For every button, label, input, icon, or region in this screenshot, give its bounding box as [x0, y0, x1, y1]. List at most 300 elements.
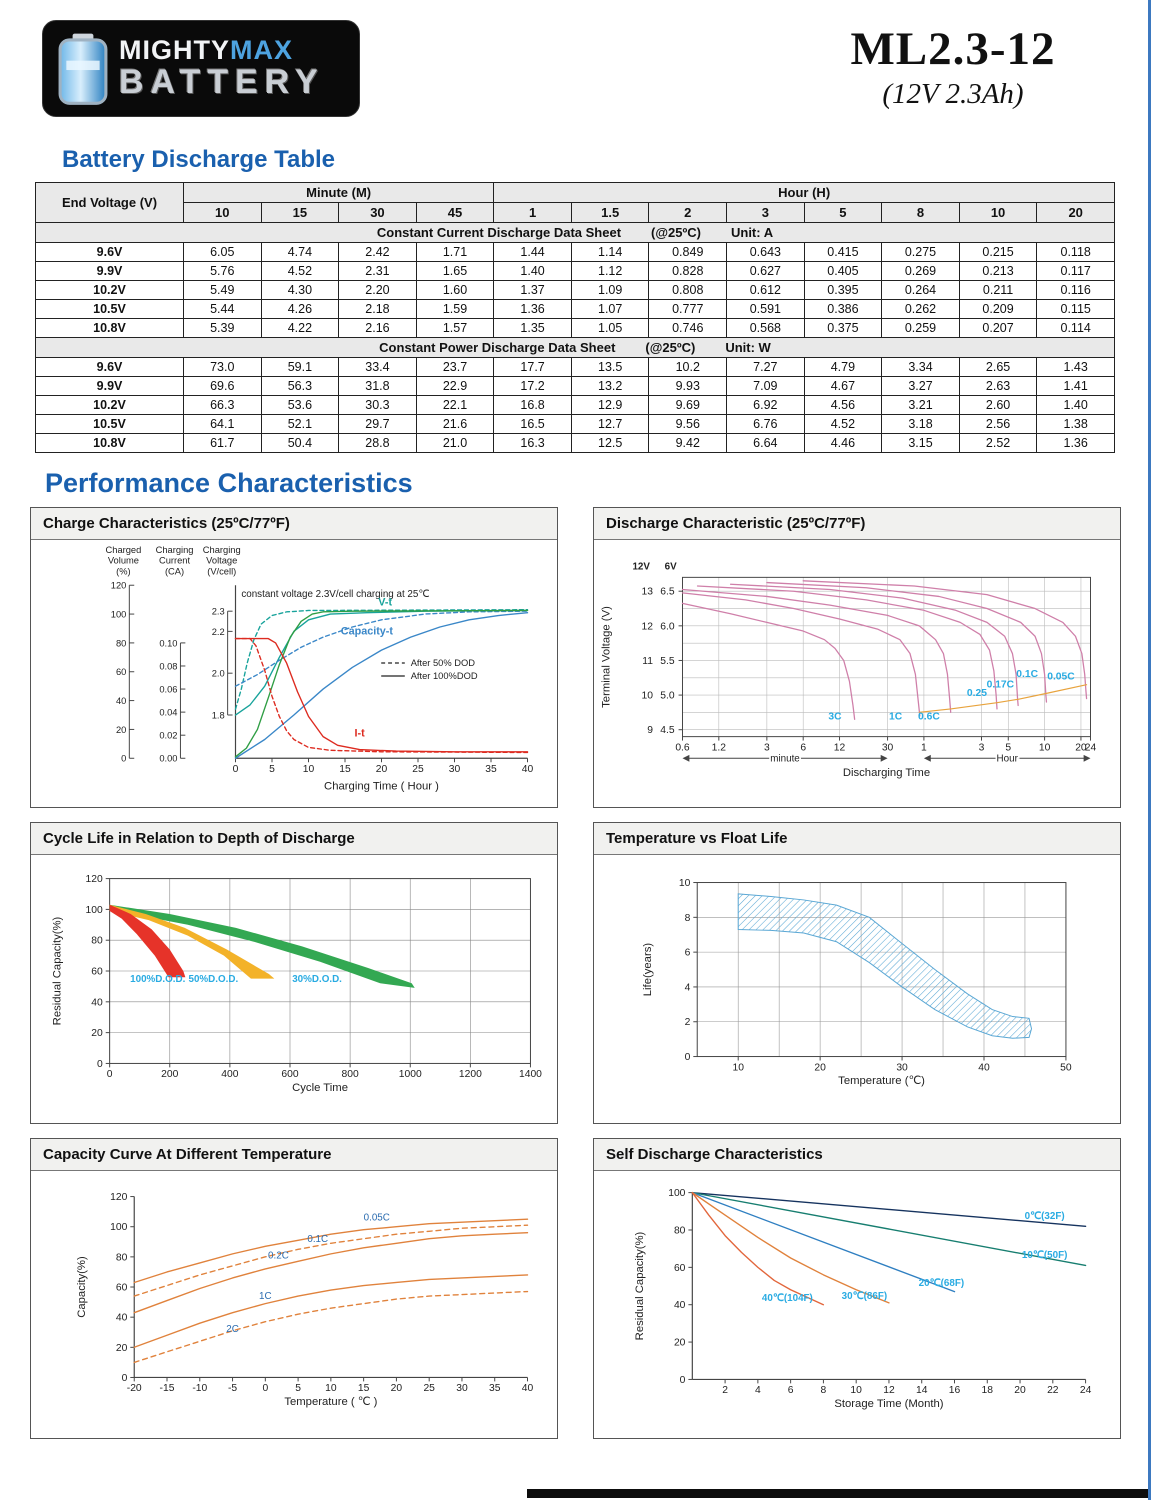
svg-text:10: 10: [1038, 742, 1051, 754]
svg-text:20: 20: [390, 1383, 403, 1395]
value-cell: 0.395: [804, 281, 882, 300]
discharge-characteristic-chart: [594, 540, 1120, 807]
value-cell: 12.9: [571, 396, 649, 415]
value-cell: 28.8: [339, 434, 417, 453]
svg-text:14: 14: [915, 1385, 928, 1397]
svg-text:40: 40: [91, 997, 103, 1009]
value-cell: 2.16: [339, 319, 417, 338]
svg-text:0: 0: [679, 1374, 686, 1386]
value-cell: 33.4: [339, 358, 417, 377]
value-cell: 1.36: [494, 300, 572, 319]
minute-group-header: Minute (M): [184, 183, 494, 203]
svg-text:6.0: 6.0: [660, 621, 675, 633]
value-cell: 56.3: [261, 377, 339, 396]
value-cell: 1.43: [1037, 358, 1115, 377]
value-cell: 9.93: [649, 377, 727, 396]
value-cell: 5.39: [184, 319, 262, 338]
value-cell: 66.3: [184, 396, 262, 415]
end-voltage-cell: 10.8V: [36, 319, 184, 338]
svg-text:0.10: 0.10: [159, 638, 178, 649]
svg-text:30%D.O.D.: 30%D.O.D.: [292, 974, 342, 986]
svg-text:80: 80: [115, 1252, 128, 1264]
battery-logo-icon: [57, 32, 109, 106]
value-cell: 0.211: [959, 281, 1037, 300]
panel-title: Temperature vs Float Life: [594, 823, 1120, 855]
value-cell: 50.4: [261, 434, 339, 453]
svg-text:6: 6: [800, 742, 807, 754]
value-cell: 9.69: [649, 396, 727, 415]
column-header: 2: [649, 203, 727, 223]
value-cell: 0.627: [727, 262, 805, 281]
value-cell: 53.6: [261, 396, 339, 415]
value-cell: 0.215: [959, 243, 1037, 262]
model-spec: (12V 2.3Ah): [882, 78, 1024, 110]
svg-text:4: 4: [684, 982, 691, 994]
svg-text:12: 12: [641, 621, 653, 633]
svg-text:22: 22: [1047, 1385, 1059, 1397]
svg-text:-5: -5: [227, 1383, 238, 1395]
value-cell: 0.808: [649, 281, 727, 300]
value-cell: 4.52: [261, 262, 339, 281]
svg-text:50: 50: [1060, 1062, 1072, 1074]
svg-text:100%D.O.D.: 100%D.O.D.: [130, 974, 186, 986]
panel-title: Discharge Characteristic (25ºC/77ºF): [594, 508, 1120, 540]
svg-text:Temperature ( ℃ ): Temperature ( ℃ ): [284, 1395, 378, 1408]
svg-text:20: 20: [115, 1342, 128, 1354]
svg-text:minute: minute: [770, 753, 800, 765]
column-header: 3: [727, 203, 805, 223]
column-header: 5: [804, 203, 882, 223]
table-section-header: [36, 338, 1115, 358]
value-cell: 4.22: [261, 319, 339, 338]
value-cell: 1.59: [416, 300, 494, 319]
svg-text:2: 2: [722, 1385, 728, 1397]
value-cell: 1.40: [494, 262, 572, 281]
value-cell: 1.14: [571, 243, 649, 262]
svg-text:10: 10: [641, 690, 653, 702]
svg-text:3: 3: [978, 742, 985, 754]
svg-text:80: 80: [91, 936, 103, 948]
svg-text:400: 400: [221, 1069, 239, 1081]
value-cell: 2.20: [339, 281, 417, 300]
performance-title: Performance Characteristics: [45, 468, 413, 498]
svg-text:0: 0: [121, 1372, 128, 1384]
value-cell: 16.3: [494, 434, 572, 453]
value-cell: 1.65: [416, 262, 494, 281]
value-cell: 1.36: [1037, 434, 1115, 453]
svg-text:40: 40: [673, 1299, 686, 1311]
discharge-table: [35, 182, 1115, 453]
svg-text:0.1C: 0.1C: [1016, 669, 1039, 681]
svg-text:1000: 1000: [398, 1069, 422, 1081]
svg-text:10: 10: [678, 878, 691, 890]
svg-text:60: 60: [91, 966, 103, 978]
svg-text:Charging Time ( Hour ): Charging Time ( Hour ): [324, 780, 439, 793]
value-cell: 0.114: [1037, 319, 1115, 338]
svg-text:Residual Capacity(%): Residual Capacity(%): [51, 917, 64, 1026]
svg-text:80: 80: [115, 638, 127, 649]
page-header: [0, 0, 1151, 128]
value-cell: 61.7: [184, 434, 262, 453]
svg-text:20: 20: [91, 1028, 103, 1040]
value-cell: 2.63: [959, 377, 1037, 396]
svg-text:Volume: Volume: [107, 555, 139, 566]
table-row: [36, 377, 1115, 396]
svg-text:30: 30: [448, 764, 461, 776]
svg-text:40: 40: [978, 1062, 990, 1074]
value-cell: 9.56: [649, 415, 727, 434]
table-section-header: [36, 223, 1115, 243]
hour-group-header: Hour (H): [494, 183, 1115, 203]
value-cell: 0.828: [649, 262, 727, 281]
svg-text:0℃(32F): 0℃(32F): [1024, 1210, 1065, 1222]
value-cell: 0.118: [1037, 243, 1115, 262]
value-cell: 4.79: [804, 358, 882, 377]
value-cell: 2.65: [959, 358, 1037, 377]
column-header: 1.5: [571, 203, 649, 223]
value-cell: 3.15: [882, 434, 960, 453]
svg-text:5.0: 5.0: [660, 690, 675, 702]
value-cell: 0.777: [649, 300, 727, 319]
cycle-life-panel: [30, 822, 558, 1123]
value-cell: 0.568: [727, 319, 805, 338]
svg-text:12: 12: [883, 1385, 895, 1397]
discharge-characteristic-panel: [593, 507, 1121, 808]
svg-text:After 100%DOD: After 100%DOD: [410, 670, 478, 681]
svg-text:0.04: 0.04: [159, 707, 178, 718]
svg-text:100: 100: [110, 609, 127, 620]
value-cell: 4.30: [261, 281, 339, 300]
svg-text:800: 800: [341, 1069, 359, 1081]
table-row: [36, 281, 1115, 300]
svg-text:0.1C: 0.1C: [307, 1233, 329, 1245]
value-cell: 0.849: [649, 243, 727, 262]
value-cell: 3.27: [882, 377, 960, 396]
svg-text:6: 6: [787, 1385, 794, 1397]
charts-grid: [30, 507, 1121, 1439]
panel-title: Self Discharge Characteristics: [594, 1139, 1120, 1171]
svg-text:30: 30: [456, 1383, 468, 1395]
svg-text:20℃(68F): 20℃(68F): [918, 1277, 965, 1289]
svg-text:0.05C: 0.05C: [363, 1212, 390, 1224]
value-cell: 1.12: [571, 262, 649, 281]
svg-text:0.08: 0.08: [159, 661, 178, 672]
value-cell: 73.0: [184, 358, 262, 377]
value-cell: 6.05: [184, 243, 262, 262]
svg-text:2.3: 2.3: [211, 606, 225, 617]
value-cell: 1.35: [494, 319, 572, 338]
column-header: 10: [959, 203, 1037, 223]
value-cell: 6.76: [727, 415, 805, 434]
value-cell: 9.42: [649, 434, 727, 453]
svg-text:35: 35: [488, 1383, 501, 1395]
column-header: 8: [882, 203, 960, 223]
svg-text:0.25: 0.25: [966, 687, 987, 699]
value-cell: 1.40: [1037, 396, 1115, 415]
value-cell: 0.375: [804, 319, 882, 338]
svg-text:60: 60: [115, 1282, 128, 1294]
svg-text:1.8: 1.8: [211, 710, 225, 721]
svg-text:-10: -10: [192, 1383, 208, 1395]
svg-text:4.5: 4.5: [660, 725, 675, 737]
table-row: [36, 243, 1115, 262]
svg-text:10: 10: [325, 1383, 337, 1395]
value-cell: 0.415: [804, 243, 882, 262]
svg-text:8: 8: [684, 913, 691, 925]
value-cell: 4.67: [804, 377, 882, 396]
value-cell: 31.8: [339, 377, 417, 396]
value-cell: 29.7: [339, 415, 417, 434]
value-cell: 2.31: [339, 262, 417, 281]
brand-name-max: MAX: [230, 35, 293, 66]
svg-text:100: 100: [85, 905, 103, 917]
temperature-float-life-panel: [593, 822, 1121, 1123]
svg-text:0.17C: 0.17C: [986, 679, 1015, 691]
svg-text:2: 2: [684, 1017, 691, 1029]
value-cell: 1.37: [494, 281, 572, 300]
column-header: 30: [339, 203, 417, 223]
svg-text:1C: 1C: [259, 1290, 272, 1302]
value-cell: 0.207: [959, 319, 1037, 338]
svg-text:Cycle Time: Cycle Time: [292, 1082, 348, 1095]
svg-text:Current: Current: [158, 555, 191, 566]
value-cell: 3.34: [882, 358, 960, 377]
svg-text:After 50% DOD: After 50% DOD: [410, 657, 475, 668]
svg-text:8: 8: [820, 1385, 827, 1397]
value-cell: 1.71: [416, 243, 494, 262]
svg-text:Voltage: Voltage: [206, 555, 238, 566]
footer-bar: [527, 1489, 1151, 1498]
end-voltage-cell: 9.6V: [36, 358, 184, 377]
column-header: 20: [1037, 203, 1115, 223]
svg-text:0.06: 0.06: [159, 684, 178, 695]
column-header: 15: [261, 203, 339, 223]
value-cell: 0.115: [1037, 300, 1115, 319]
value-cell: 12.7: [571, 415, 649, 434]
table-row: [36, 319, 1115, 338]
end-voltage-cell: 10.2V: [36, 396, 184, 415]
svg-text:Discharging Time: Discharging Time: [842, 766, 931, 779]
svg-text:30℃(86F): 30℃(86F): [841, 1290, 888, 1302]
svg-text:5: 5: [295, 1383, 301, 1395]
value-cell: 0.643: [727, 243, 805, 262]
svg-text:constant voltage 2.3V/cell cha: constant voltage 2.3V/cell charging at 25℃: [241, 588, 430, 600]
end-voltage-header: End Voltage (V): [36, 183, 184, 223]
value-cell: 7.27: [727, 358, 805, 377]
svg-text:1200: 1200: [458, 1069, 482, 1081]
section-header-label: Constant Power Discharge Data Sheet (@25ºC) Unit: W: [36, 338, 1115, 358]
svg-text:80: 80: [673, 1225, 686, 1237]
svg-text:0.6: 0.6: [675, 742, 690, 754]
value-cell: 0.405: [804, 262, 882, 281]
table-column-header-row: [36, 203, 1115, 223]
svg-text:-15: -15: [159, 1383, 175, 1395]
value-cell: 0.209: [959, 300, 1037, 319]
brand-name-mighty: MIGHTY: [119, 35, 230, 66]
svg-text:4: 4: [754, 1385, 761, 1397]
value-cell: 0.264: [882, 281, 960, 300]
svg-text:0: 0: [106, 1069, 113, 1081]
svg-text:15: 15: [357, 1383, 370, 1395]
table-row: [36, 358, 1115, 377]
value-cell: 1.05: [571, 319, 649, 338]
svg-text:0: 0: [97, 1059, 103, 1071]
column-header: 1: [494, 203, 572, 223]
value-cell: 30.3: [339, 396, 417, 415]
svg-text:120: 120: [110, 1191, 128, 1203]
value-cell: 17.2: [494, 377, 572, 396]
end-voltage-cell: 10.8V: [36, 434, 184, 453]
column-header: 10: [184, 203, 262, 223]
value-cell: 2.60: [959, 396, 1037, 415]
self-discharge-panel: [593, 1138, 1121, 1439]
end-voltage-cell: 9.9V: [36, 377, 184, 396]
value-cell: 0.746: [649, 319, 727, 338]
value-cell: 6.64: [727, 434, 805, 453]
svg-text:Capacity-t: Capacity-t: [340, 625, 394, 638]
value-cell: 4.56: [804, 396, 882, 415]
svg-text:Storage Time (Month): Storage Time (Month): [834, 1397, 944, 1410]
value-cell: 21.6: [416, 415, 494, 434]
svg-text:0.02: 0.02: [159, 730, 178, 741]
svg-text:40: 40: [521, 764, 534, 776]
svg-text:Life(years): Life(years): [642, 943, 655, 997]
table-row: [36, 262, 1115, 281]
svg-text:(CA): (CA): [164, 566, 185, 577]
brand-logo: [42, 20, 360, 117]
svg-text:5: 5: [1005, 742, 1012, 754]
value-cell: 5.49: [184, 281, 262, 300]
svg-text:10: 10: [302, 764, 315, 776]
capacity-curve-chart: [31, 1171, 557, 1438]
value-cell: 7.09: [727, 377, 805, 396]
svg-text:0.00: 0.00: [159, 753, 178, 764]
table-row: [36, 300, 1115, 319]
value-cell: 1.07: [571, 300, 649, 319]
svg-text:5.5: 5.5: [660, 655, 675, 667]
svg-text:13: 13: [641, 586, 653, 598]
value-cell: 59.1: [261, 358, 339, 377]
svg-text:2.0: 2.0: [211, 668, 225, 679]
value-cell: 2.18: [339, 300, 417, 319]
value-cell: 0.116: [1037, 281, 1115, 300]
value-cell: 0.269: [882, 262, 960, 281]
svg-text:12V: 12V: [632, 561, 650, 573]
svg-text:10℃(50F): 10℃(50F): [1021, 1249, 1068, 1261]
svg-text:Capacity(%): Capacity(%): [76, 1256, 89, 1318]
svg-text:(%): (%): [116, 566, 131, 577]
model-block: [803, 22, 1103, 111]
value-cell: 4.52: [804, 415, 882, 434]
svg-text:2.2: 2.2: [211, 626, 225, 637]
brand-text: [119, 36, 325, 100]
end-voltage-cell: 9.9V: [36, 262, 184, 281]
value-cell: 21.0: [416, 434, 494, 453]
value-cell: 4.46: [804, 434, 882, 453]
svg-text:(V/cell): (V/cell): [207, 566, 237, 577]
svg-text:10: 10: [850, 1385, 862, 1397]
svg-text:120: 120: [110, 580, 127, 591]
svg-text:15: 15: [339, 764, 351, 776]
svg-text:20: 20: [115, 724, 127, 735]
value-cell: 5.44: [184, 300, 262, 319]
value-cell: 0.262: [882, 300, 960, 319]
value-cell: 64.1: [184, 415, 262, 434]
value-cell: 13.2: [571, 377, 649, 396]
svg-text:Hour: Hour: [996, 753, 1018, 765]
value-cell: 12.5: [571, 434, 649, 453]
value-cell: 6.92: [727, 396, 805, 415]
temperature-float-life-chart: [594, 855, 1120, 1122]
svg-text:24: 24: [1084, 742, 1097, 754]
svg-text:30: 30: [881, 742, 894, 754]
value-cell: 3.18: [882, 415, 960, 434]
svg-text:3: 3: [763, 742, 770, 754]
svg-text:0.05C: 0.05C: [1047, 671, 1075, 683]
cycle-life-chart: [31, 855, 557, 1122]
svg-text:50%D.O.D.: 50%D.O.D.: [188, 974, 239, 986]
value-cell: 1.09: [571, 281, 649, 300]
value-cell: 17.7: [494, 358, 572, 377]
svg-text:20: 20: [1075, 742, 1087, 754]
value-cell: 0.591: [727, 300, 805, 319]
value-cell: 0.117: [1037, 262, 1115, 281]
svg-text:60: 60: [673, 1262, 686, 1274]
value-cell: 1.57: [416, 319, 494, 338]
svg-text:0: 0: [684, 1052, 691, 1064]
svg-text:V-t: V-t: [378, 596, 393, 609]
value-cell: 16.8: [494, 396, 572, 415]
charge-characteristics-chart: [31, 540, 557, 807]
svg-text:12: 12: [833, 742, 846, 754]
value-cell: 22.9: [416, 377, 494, 396]
svg-text:40: 40: [115, 1312, 128, 1324]
end-voltage-cell: 10.5V: [36, 415, 184, 434]
value-cell: 1.41: [1037, 377, 1115, 396]
svg-text:40: 40: [521, 1383, 534, 1395]
svg-text:11: 11: [642, 655, 653, 667]
svg-text:30: 30: [896, 1062, 908, 1074]
value-cell: 2.52: [959, 434, 1037, 453]
value-cell: 22.1: [416, 396, 494, 415]
brand-name: [119, 36, 325, 64]
value-cell: 13.5: [571, 358, 649, 377]
svg-text:100: 100: [668, 1187, 686, 1199]
model-number: ML2.3-12: [850, 23, 1056, 75]
svg-text:600: 600: [281, 1069, 299, 1081]
svg-text:1C: 1C: [889, 711, 903, 723]
svg-text:40℃(104F): 40℃(104F): [761, 1292, 813, 1304]
value-cell: 1.44: [494, 243, 572, 262]
table-group-header-row: [36, 183, 1115, 203]
svg-text:Charged: Charged: [105, 544, 142, 555]
value-cell: 4.26: [261, 300, 339, 319]
column-header: 45: [416, 203, 494, 223]
svg-text:60: 60: [115, 667, 127, 678]
svg-text:20: 20: [1014, 1385, 1026, 1397]
value-cell: 4.74: [261, 243, 339, 262]
value-cell: 0.259: [882, 319, 960, 338]
value-cell: 0.275: [882, 243, 960, 262]
svg-text:Temperature (℃): Temperature (℃): [838, 1075, 925, 1088]
svg-text:1.2: 1.2: [711, 742, 726, 754]
svg-text:18: 18: [981, 1385, 994, 1397]
svg-text:120: 120: [85, 874, 103, 886]
section-header-label: Constant Current Discharge Data Sheet (@25ºC) Unit: A: [36, 223, 1115, 243]
svg-text:3C: 3C: [828, 711, 842, 723]
svg-text:0: 0: [121, 753, 127, 764]
charge-characteristics-panel: [30, 507, 558, 808]
